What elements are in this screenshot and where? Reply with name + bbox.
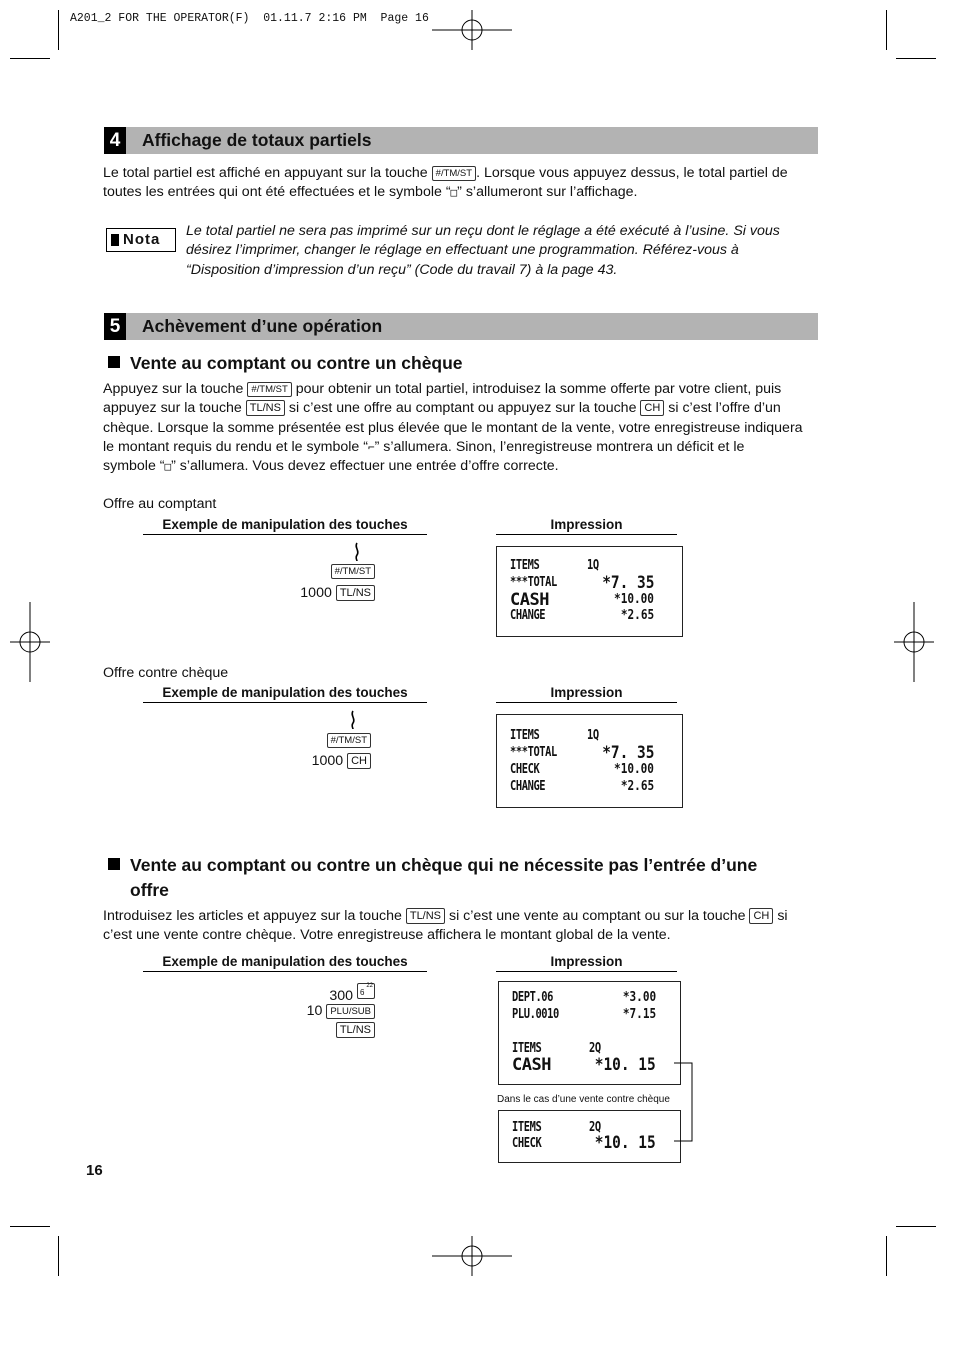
receipt-cash-direct: DEPT.06 *3.00 PLU.0010 *7.15 ITEMS 2Q CASH *10. 15 bbox=[498, 981, 681, 1085]
subsection-title: Vente au comptant ou contre un chèque qui ne nécessite pas l’entrée d’une offre bbox=[108, 853, 828, 903]
ch-key: CH bbox=[640, 400, 664, 416]
page-number: 16 bbox=[86, 1162, 103, 1179]
subsection-title: Vente au comptant ou contre un chèque bbox=[108, 351, 463, 376]
dept-6-key: 6 22 bbox=[357, 983, 375, 999]
tlns-key: TL/NS bbox=[246, 400, 285, 416]
subsection-2-paragraph: Introduisez les articles et appuyez sur la touche TL/NS si c’est une vente au comptant ou sur la touche CH si c’est une vente contre chèque. Votre enregistreuse affichera le montant global de la vente. bbox=[103, 908, 788, 944]
print-column-heading: Impression bbox=[496, 685, 677, 703]
section-title: Affichage de totaux partiels bbox=[142, 130, 372, 150]
change-symbol-icon: ⌐ bbox=[367, 440, 375, 454]
nota-text: Le total partiel ne sera pas imprimé sur un reçu dont le réglage a été exécuté à l’usine. Si vous désirez l’imprimer, changer le réglage en effectuant une programmation. Référez-vous à “Disposition d’impression d’un reçu” (Code du travail 7) à la page 43. bbox=[186, 223, 780, 278]
ch-key: CH bbox=[347, 753, 371, 769]
offer-check-label: Offre contre chèque bbox=[103, 665, 229, 681]
subsection-1-paragraph: Appuyez sur la touche #/TM/ST pour obtenir un total partiel, introduisez la somme offerte par votre client, puis appuyez sur la touche TL/NS si c’est une offre au comptant ou appuyez sur la touche CH si c’est l’offre d’un chèque. Lorsque la somme présentée est plus élevée que le montant de la vente, votre enregistreuse indiquera le montant requis du rendu et le symbole “⌐” s’allumera. Sinon, l’enregistreuse montrera un déficit et le symbole “□” s’allumera. Vous devez effectuer une entrée d’offre correcte. bbox=[103, 381, 803, 475]
ch-key: CH bbox=[749, 908, 773, 924]
ellipsis-squiggle-icon bbox=[347, 710, 359, 730]
subtotal-key: #/TM/ST bbox=[331, 564, 375, 579]
subtotal-key: #/TM/ST bbox=[432, 166, 476, 181]
key-sequence-line bbox=[290, 1022, 375, 1038]
key-sequence-line: 300 6 22 bbox=[329, 983, 373, 1004]
keys-column-heading: Exemple de manipulation des touches bbox=[143, 954, 427, 972]
offer-cash-label: Offre au comptant bbox=[103, 496, 217, 512]
key-sequence-line bbox=[296, 732, 371, 748]
crop-mark bbox=[10, 1226, 50, 1227]
registration-mark-icon bbox=[10, 602, 50, 682]
print-column-heading: Impression bbox=[496, 517, 677, 535]
subtotal-symbol-icon: □ bbox=[164, 460, 172, 474]
subtotal-key: #/TM/ST bbox=[327, 733, 371, 748]
section-title: Achèvement d’une opération bbox=[142, 316, 383, 336]
ellipsis-squiggle-icon bbox=[351, 542, 363, 562]
crop-mark bbox=[58, 10, 59, 50]
receipt-check: ITEMS 1Q ***TOTAL *7. 35 CHECK *10.00 CHANGE *2.65 bbox=[496, 714, 683, 808]
crop-mark bbox=[886, 1236, 887, 1276]
key-sequence-line: 10 PLU/SUB bbox=[290, 1003, 375, 1019]
check-case-caption: Dans le cas d’une vente contre chèque bbox=[497, 1094, 670, 1105]
crop-mark bbox=[58, 1236, 59, 1276]
section-4-header bbox=[104, 127, 818, 154]
nota-badge: Nota bbox=[106, 228, 176, 252]
crop-mark bbox=[10, 58, 50, 59]
crop-mark bbox=[896, 58, 936, 59]
tlns-key: TL/NS bbox=[336, 585, 375, 601]
subtotal-key: #/TM/ST bbox=[247, 382, 291, 397]
print-column-heading: Impression bbox=[496, 954, 677, 972]
section-number: 4 bbox=[104, 127, 126, 154]
key-sequence-line: 1000 TL/NS bbox=[270, 585, 375, 601]
crop-mark bbox=[886, 10, 887, 50]
section-number: 5 bbox=[104, 313, 126, 340]
tlns-key: TL/NS bbox=[406, 908, 445, 924]
registration-mark-icon bbox=[432, 1236, 512, 1276]
registration-mark-icon bbox=[432, 10, 512, 50]
subtotal-symbol-icon: □ bbox=[450, 186, 458, 200]
square-bullet-icon bbox=[108, 858, 120, 870]
key-sequence-line: 1000 CH bbox=[280, 753, 371, 769]
print-slug: A201_2 FOR THE OPERATOR(F) 01.11.7 2:16 PM Page 16 bbox=[70, 12, 429, 25]
keys-column-heading: Exemple de manipulation des touches bbox=[143, 685, 427, 703]
section-5-header bbox=[104, 313, 818, 340]
registration-mark-icon bbox=[894, 602, 934, 682]
key-sequence-line bbox=[300, 563, 375, 579]
crop-mark bbox=[896, 1226, 936, 1227]
square-bullet-icon bbox=[108, 356, 120, 368]
section-4-paragraph: Le total partiel est affiché en appuyant sur la touche #/TM/ST . Lorsque vous appuyez dessus, le total partiel de toutes les entrées qui ont été effectuées et le symbole “□” s’allumeront sur l’affichage. bbox=[103, 165, 788, 201]
plu-sub-key: PLU/SUB bbox=[326, 1004, 375, 1019]
connector-bracket bbox=[674, 1060, 698, 1144]
receipt-cash: ITEMS 1Q ***TOTAL *7. 35 CASH *10.00 CHANGE *2.65 bbox=[496, 546, 683, 637]
tlns-key: TL/NS bbox=[336, 1022, 375, 1038]
receipt-check-direct: ITEMS 2Q CHECK *10. 15 bbox=[498, 1110, 681, 1163]
keys-column-heading: Exemple de manipulation des touches bbox=[143, 517, 427, 535]
